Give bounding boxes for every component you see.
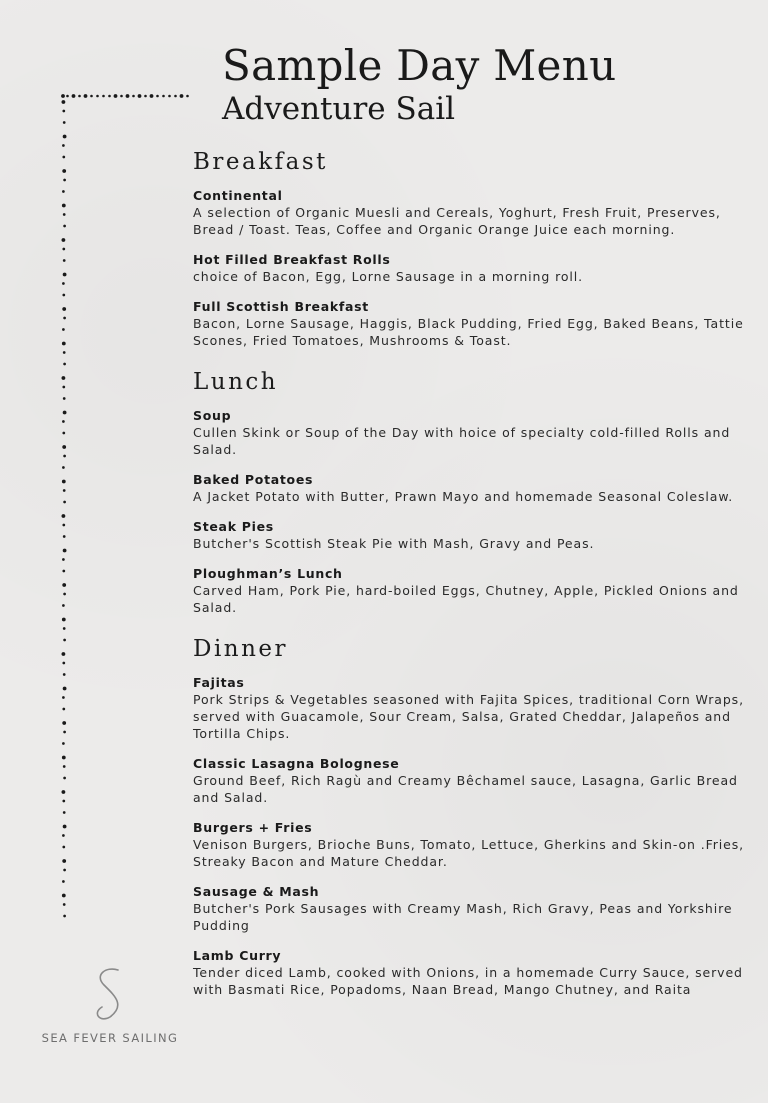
border-dot bbox=[62, 790, 66, 794]
item-description: Cullen Skink or Soup of the Day with hoice of specialty cold-filled Rolls and Salad. bbox=[193, 425, 731, 457]
border-dot bbox=[62, 696, 65, 699]
menu-item bbox=[193, 819, 753, 870]
item-name: Soup bbox=[193, 408, 232, 423]
menu-item bbox=[193, 407, 753, 458]
border-dot bbox=[63, 135, 67, 139]
menu-item bbox=[193, 298, 753, 349]
border-dot bbox=[63, 411, 67, 415]
border-dot bbox=[62, 558, 65, 561]
border-dot bbox=[63, 225, 66, 228]
item-description: Venison Burgers, Brioche Buns, Tomato, Lettuce, Gherkins and Skin-on .Fries, Streaky Bacon and Mature Cheddar. bbox=[193, 837, 745, 869]
border-dot bbox=[63, 455, 66, 458]
border-dot bbox=[84, 94, 88, 98]
border-dot bbox=[62, 386, 65, 389]
border-dot bbox=[62, 190, 65, 193]
border-dot bbox=[62, 294, 65, 297]
border-dot bbox=[114, 94, 118, 98]
brand-name: SEA FEVER SAILING bbox=[41, 1031, 179, 1045]
item-name: Fajitas bbox=[193, 675, 245, 690]
section-heading-lunch: Lunch bbox=[193, 369, 279, 395]
border-dot bbox=[186, 95, 189, 98]
border-dot bbox=[62, 100, 66, 104]
brand-logo bbox=[35, 965, 185, 1045]
border-dot bbox=[63, 869, 66, 872]
item-description: Pork Strips & Vegetables seasoned with Fajita Spices, traditional Corn Wraps, served with Guacamole, Sour Cream, Salsa, Grated Cheddar, Jalapeños and Tortilla Chips. bbox=[193, 692, 744, 741]
border-dot bbox=[62, 894, 66, 898]
item-name: Ploughman’s Lunch bbox=[193, 566, 343, 581]
border-dot bbox=[63, 213, 66, 216]
border-dot bbox=[180, 94, 184, 98]
section-heading-dinner: Dinner bbox=[193, 636, 289, 662]
menu-item bbox=[193, 251, 753, 285]
item-name: Sausage & Mash bbox=[193, 884, 320, 899]
border-dot bbox=[162, 95, 165, 98]
border-dot bbox=[62, 445, 66, 449]
border-dot bbox=[168, 95, 171, 98]
item-name: Lamb Curry bbox=[193, 948, 282, 963]
border-dot bbox=[62, 583, 66, 587]
item-name: Full Scottish Breakfast bbox=[193, 299, 369, 314]
border-dot bbox=[63, 549, 67, 553]
border-dot bbox=[62, 570, 65, 573]
menu-item bbox=[193, 755, 753, 806]
border-dot bbox=[63, 317, 66, 320]
section-heading-breakfast: Breakfast bbox=[193, 149, 328, 175]
border-dot bbox=[62, 204, 66, 208]
menu-item bbox=[193, 883, 753, 934]
border-dot bbox=[63, 777, 66, 780]
border-dot bbox=[63, 731, 66, 734]
menu-item bbox=[193, 187, 753, 238]
border-dot bbox=[63, 811, 66, 814]
border-dot bbox=[62, 248, 65, 251]
border-dot bbox=[63, 639, 66, 642]
item-name: Hot Filled Breakfast Rolls bbox=[193, 252, 391, 267]
border-dot bbox=[62, 652, 66, 656]
border-dot bbox=[63, 627, 66, 630]
section-breakfast bbox=[193, 145, 753, 349]
section-dinner bbox=[193, 632, 753, 998]
menu-content bbox=[193, 145, 753, 1014]
item-name: Classic Lasagna Bolognese bbox=[193, 756, 400, 771]
border-dot bbox=[174, 95, 177, 98]
border-dot bbox=[62, 307, 66, 311]
border-dot bbox=[144, 95, 147, 98]
border-dot bbox=[63, 593, 66, 596]
border-dot bbox=[63, 765, 66, 768]
border-dot bbox=[63, 903, 66, 906]
border-dot bbox=[62, 328, 65, 331]
border-dot bbox=[63, 489, 66, 492]
border-dot bbox=[62, 742, 65, 745]
border-dot bbox=[102, 95, 105, 98]
border-dot bbox=[62, 169, 66, 173]
border-dot bbox=[96, 95, 99, 98]
border-dot bbox=[72, 94, 76, 98]
item-description: choice of Bacon, Egg, Lorne Sausage in a morning roll. bbox=[193, 269, 583, 284]
border-dot bbox=[63, 397, 66, 400]
border-dot bbox=[108, 95, 111, 98]
border-dot bbox=[62, 156, 65, 159]
border-dot bbox=[62, 859, 66, 863]
border-dot bbox=[63, 687, 67, 691]
page-subtitle: Adventure Sail bbox=[222, 91, 456, 127]
dotted-border-left bbox=[58, 96, 70, 926]
border-dot bbox=[120, 95, 123, 98]
item-name: Continental bbox=[193, 188, 283, 203]
menu-item bbox=[193, 518, 753, 552]
border-dot bbox=[62, 480, 66, 484]
border-dot bbox=[156, 95, 159, 98]
border-dot bbox=[63, 273, 67, 277]
border-dot bbox=[63, 915, 66, 918]
border-dot bbox=[132, 95, 135, 98]
border-dot bbox=[63, 121, 66, 124]
item-name: Burgers + Fries bbox=[193, 820, 313, 835]
item-description: Carved Ham, Pork Pie, hard-boiled Eggs, Chutney, Apple, Pickled Onions and Salad. bbox=[193, 583, 739, 615]
border-dot bbox=[62, 514, 66, 518]
border-dot bbox=[63, 351, 66, 354]
item-name: Baked Potatoes bbox=[193, 472, 314, 487]
item-description: Tender diced Lamb, cooked with Onions, in a homemade Curry Sauce, served with Basmati Rice, Popadoms, Naan Bread, Mango Chutney, and Raita bbox=[193, 965, 743, 997]
border-dot bbox=[90, 95, 93, 98]
border-dot bbox=[62, 110, 65, 113]
border-dot bbox=[126, 94, 130, 98]
menu-item bbox=[193, 565, 753, 616]
border-dot bbox=[63, 501, 66, 504]
border-dot bbox=[63, 259, 66, 262]
border-dot bbox=[62, 708, 65, 711]
border-dot bbox=[62, 721, 66, 725]
border-dot bbox=[62, 342, 66, 346]
border-dot bbox=[62, 662, 65, 665]
sail-s-icon bbox=[80, 965, 140, 1023]
border-dot bbox=[150, 94, 154, 98]
menu-item bbox=[193, 674, 753, 742]
border-dot bbox=[78, 95, 81, 98]
border-dot bbox=[62, 420, 65, 423]
border-dot bbox=[138, 94, 142, 98]
section-lunch bbox=[193, 365, 753, 616]
border-dot bbox=[62, 432, 65, 435]
border-dot bbox=[63, 535, 66, 538]
border-dot bbox=[63, 363, 66, 366]
menu-item bbox=[193, 471, 753, 505]
border-dot bbox=[62, 756, 66, 760]
menu-item bbox=[193, 947, 753, 998]
border-dot bbox=[63, 179, 66, 182]
border-dot bbox=[62, 800, 65, 803]
border-dot bbox=[62, 466, 65, 469]
border-dot bbox=[63, 825, 67, 829]
item-description: A Jacket Potato with Butter, Prawn Mayo and homemade Seasonal Coleslaw. bbox=[193, 489, 734, 504]
border-dot bbox=[62, 524, 65, 527]
border-dot bbox=[62, 376, 66, 380]
item-name: Steak Pies bbox=[193, 519, 274, 534]
border-dot bbox=[62, 238, 66, 242]
item-description: A selection of Organic Muesli and Cereals, Yoghurt, Fresh Fruit, Preserves, Bread / Toast. Teas, Coffee and Organic Orange Juice each morning. bbox=[193, 205, 721, 237]
item-description: Ground Beef, Rich Ragù and Creamy Bêchamel sauce, Lasagna, Garlic Bread and Salad. bbox=[193, 773, 738, 805]
item-description: Butcher's Scottish Steak Pie with Mash, Gravy and Peas. bbox=[193, 536, 595, 551]
border-dot bbox=[62, 604, 65, 607]
border-dot bbox=[62, 834, 65, 837]
border-dot bbox=[62, 880, 65, 883]
border-dot bbox=[62, 846, 65, 849]
border-dot bbox=[62, 618, 66, 622]
page-title: Sample Day Menu bbox=[222, 41, 617, 90]
item-description: Butcher's Pork Sausages with Creamy Mash, Rich Gravy, Peas and Yorkshire Pudding bbox=[193, 901, 733, 933]
border-dot bbox=[62, 144, 65, 147]
dotted-border-top bbox=[60, 91, 195, 101]
border-dot bbox=[63, 673, 66, 676]
item-description: Bacon, Lorne Sausage, Haggis, Black Pudding, Fried Egg, Baked Beans, Tattie Scones, Fried Tomatoes, Mushrooms & Toast. bbox=[193, 316, 744, 348]
border-dot bbox=[62, 282, 65, 285]
